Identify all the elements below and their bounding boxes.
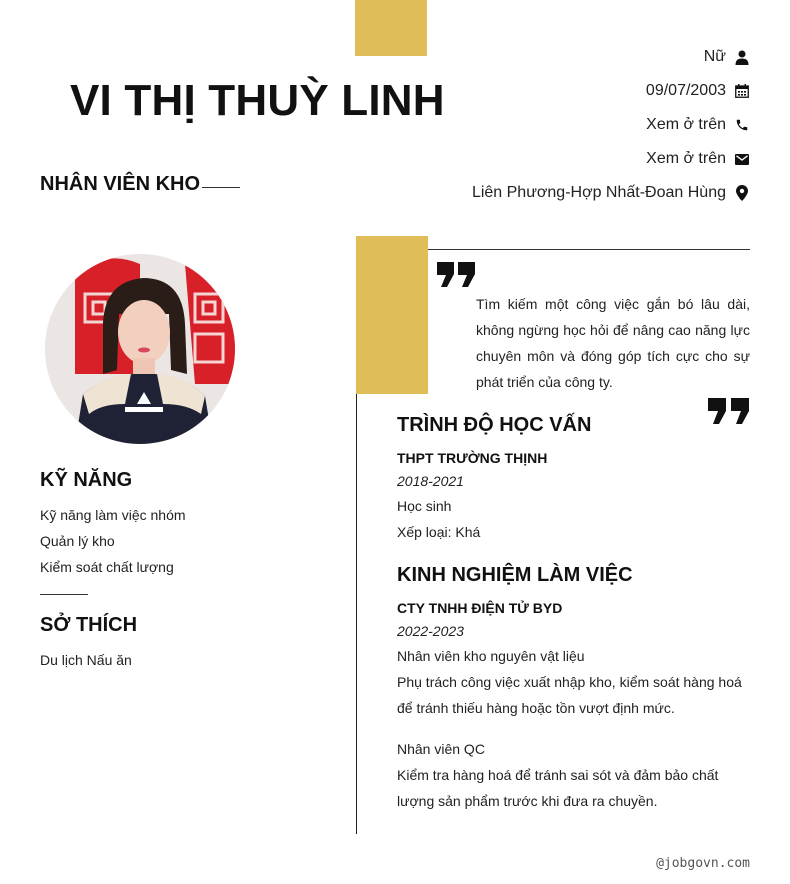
education-period: 2018-2021 [397, 473, 464, 489]
education-grade: Xếp loại: Khá [397, 524, 481, 540]
hobbies-title: SỞ THÍCH [40, 614, 138, 636]
objective-top-rule [428, 249, 750, 250]
skill-item: Kiểm soát chất lượng [40, 559, 174, 575]
hobbies-text: Du lịch Nấu ăn [40, 652, 132, 668]
quote-close-icon [708, 398, 750, 430]
job-position: Nhân viên kho nguyên vật liệu [397, 648, 585, 664]
gold-accent-block [356, 236, 428, 394]
job-position: Nhân viên QC [397, 741, 485, 757]
education-role: Học sinh [397, 498, 452, 514]
location-pin-icon [734, 185, 750, 201]
skill-item: Quản lý kho [40, 533, 115, 549]
career-objective: Tìm kiếm một công việc gắn bó lâu dài, không ngừng học hỏi để nâng cao năng lực chuyên môn và đóng góp tích cực cho sự phát triển của công ty. [476, 296, 750, 390]
skill-item: Kỹ năng làm việc nhóm [40, 507, 186, 523]
experience-period: 2022-2023 [397, 623, 464, 639]
section-divider [40, 594, 88, 595]
avatar [45, 254, 235, 444]
job-title-text: NHÂN VIÊN KHO [40, 173, 201, 195]
address-text: Liên Phương-Hợp Nhất-Đoan Hùng [471, 184, 726, 201]
person-icon [734, 49, 750, 65]
candidate-name: VI THỊ THUỲ LINH [70, 76, 445, 125]
column-divider [356, 394, 357, 834]
calendar-icon [734, 83, 750, 99]
contact-address [370, 176, 750, 210]
phone-icon [734, 117, 750, 133]
mail-icon [734, 151, 750, 167]
job-description: Phụ trách công việc xuất nhập kho, kiểm soát hàng hoá để tránh thiếu hàng hoặc tồn vượt định mức. [397, 674, 742, 716]
quote-open-icon [437, 262, 475, 293]
contact-phone [370, 108, 750, 142]
job-description: Kiểm tra hàng hoá để tránh sai sót và đảm bảo chất lượng sản phẩm trước khi đưa ra chuyền. [397, 767, 719, 809]
experience-title: KINH NGHIỆM LÀM VIỆC [397, 564, 633, 586]
phone-text[interactable]: Xem ở trên [646, 116, 726, 133]
contact-gender [370, 40, 750, 74]
contact-list [370, 40, 750, 210]
dob-text: 09/07/2003 [645, 82, 726, 99]
footer-watermark: @jobgovn.com [656, 856, 750, 871]
job-title [40, 173, 240, 196]
gender-text: Nữ [703, 48, 726, 65]
skills-title: KỸ NĂNG [40, 469, 133, 491]
education-title: TRÌNH ĐỘ HỌC VẤN [397, 414, 592, 436]
email-text[interactable]: Xem ở trên [646, 150, 726, 167]
contact-dob [370, 74, 750, 108]
job-title-underline [202, 187, 240, 188]
school-name: THPT TRƯỜNG THỊNH [397, 450, 548, 466]
company-name: CTY TNHH ĐIỆN TỬ BYD [397, 600, 563, 616]
contact-email [370, 142, 750, 176]
